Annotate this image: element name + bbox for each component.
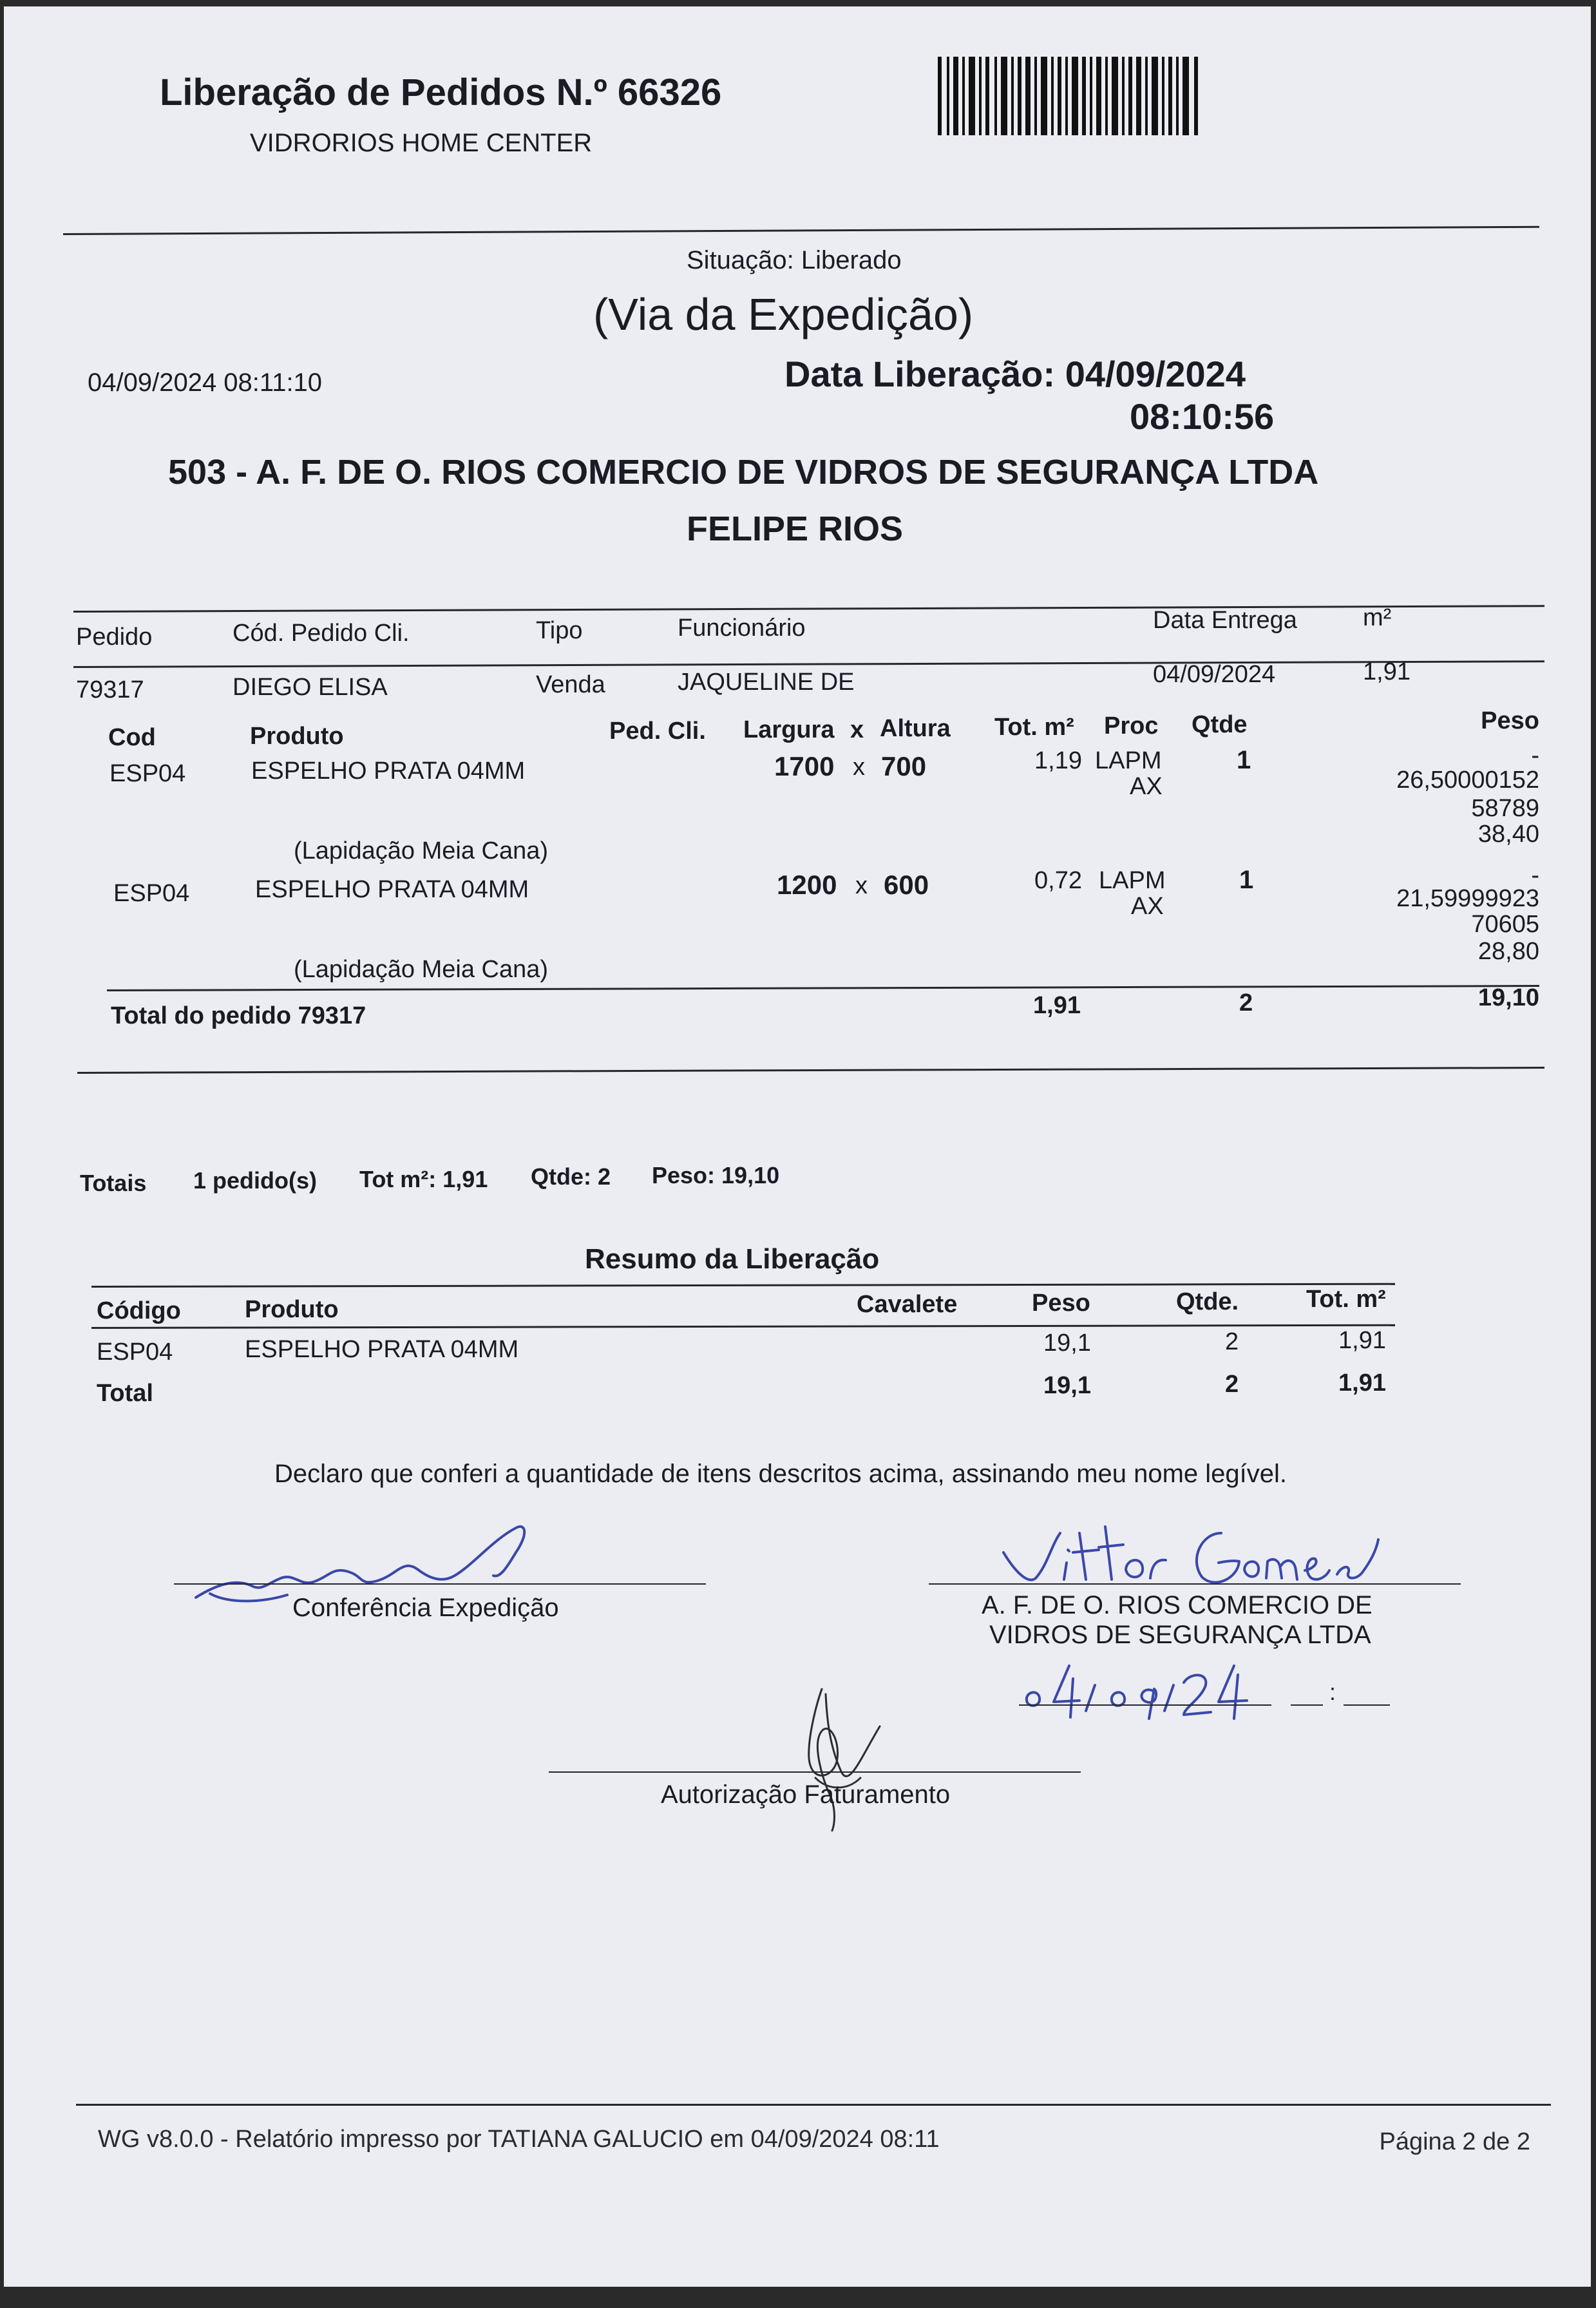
- order-total-label: Total do pedido 79317: [111, 1002, 366, 1029]
- summary-header-rule: [91, 1324, 1395, 1329]
- summary-title: Resumo da Liberação: [585, 1243, 880, 1275]
- autorizacao-label: Autorização Faturamento: [661, 1780, 951, 1809]
- header-divider: [63, 226, 1539, 235]
- summary-row-peso: 19,1: [1043, 1330, 1091, 1357]
- release-date: Data Liberação: 04/09/2024: [784, 354, 1246, 394]
- order-table-top-rule: [73, 605, 1544, 613]
- item-peso-dash: -: [1531, 742, 1539, 769]
- handwritten-date: [1015, 1646, 1298, 1724]
- company-sign-line2: VIDROS DE SEGURANÇA LTDA: [989, 1621, 1371, 1649]
- section-divider: [77, 1067, 1544, 1074]
- order-m2: 1,91: [1363, 658, 1411, 685]
- footer-print-info: WG v8.0.0 - Relatório impresso por TATIANA GALUCIO em 04/09/2024 08:11: [98, 2126, 940, 2153]
- order-total-peso: 19,10: [1477, 984, 1539, 1011]
- client-contact: FELIPE RIOS: [687, 510, 904, 548]
- footer-page-number: Página 2 de 2: [1379, 2128, 1530, 2155]
- items-col-proc: Proc: [1104, 712, 1159, 739]
- item-largura: 1700: [774, 751, 835, 781]
- items-col-cod: Cod: [108, 724, 156, 751]
- printed-datetime: 04/09/2024 08:11:10: [88, 368, 323, 397]
- col-funcionario: Funcionário: [678, 615, 806, 642]
- time-line-hours: [1291, 1704, 1323, 1706]
- order-total-m2: 1,91: [1033, 992, 1081, 1019]
- time-line-minutes: [1344, 1704, 1390, 1706]
- item-cod: ESP04: [109, 760, 186, 787]
- items-col-peso: Peso: [1481, 707, 1539, 734]
- items-col-x: x: [850, 716, 864, 743]
- summary-row-codigo: ESP04: [97, 1339, 173, 1366]
- items-col-qtde: Qtde: [1192, 711, 1248, 738]
- items-col-altura: Altura: [880, 715, 951, 742]
- totals-m2: Tot m²: 1,91: [359, 1166, 488, 1192]
- item-proc-2: AX: [1131, 893, 1164, 920]
- totals-pedidos: 1 pedido(s): [193, 1167, 318, 1194]
- item-tot-m2: 0,72: [1034, 867, 1082, 894]
- summary-total-tot-m2: 1,91: [1338, 1369, 1386, 1397]
- signature-line-conferencia: [174, 1583, 706, 1585]
- item-qtde: 1: [1237, 746, 1251, 774]
- item-peso-total: 38,40: [1477, 821, 1539, 848]
- totals-peso: Peso: 19,10: [652, 1162, 780, 1188]
- barcode: [938, 57, 1202, 135]
- company-sign-line1: A. F. DE O. RIOS COMERCIO DE: [982, 1591, 1373, 1619]
- document-page: [4, 6, 1591, 2287]
- signature-line-autorizacao: [549, 1771, 1081, 1773]
- signature-line-company: [929, 1583, 1461, 1585]
- items-col-produto: Produto: [250, 723, 344, 750]
- conferencia-label: Conferência Expedição: [292, 1594, 559, 1622]
- status-text: Situação: Liberado: [687, 246, 902, 274]
- document-title: Liberação de Pedidos N.º 66326: [160, 72, 722, 113]
- summary-col-produto: Produto: [245, 1296, 339, 1323]
- time-separator: :: [1329, 1679, 1336, 1705]
- order-delivery-date: 04/09/2024: [1153, 661, 1276, 688]
- item-altura: 600: [884, 870, 929, 900]
- item-qtde: 1: [1239, 866, 1254, 894]
- item-peso-cont: 70605: [1471, 911, 1539, 938]
- item-x: x: [853, 754, 865, 781]
- col-tipo: Tipo: [536, 617, 583, 644]
- signature-autorizacao: [790, 1681, 893, 1836]
- item-produto: ESPELHO PRATA 04MM: [251, 758, 526, 785]
- item-proc: LAPM: [1095, 747, 1162, 774]
- order-total-qtde: 2: [1239, 989, 1253, 1016]
- order-client-code: DIEGO ELISA: [233, 674, 388, 701]
- item-cod: ESP04: [113, 880, 190, 907]
- item-peso-cont: 58789: [1471, 795, 1539, 822]
- col-data-entrega: Data Entrega: [1153, 607, 1297, 634]
- summary-col-codigo: Código: [97, 1297, 181, 1324]
- item-tot-m2: 1,19: [1034, 747, 1082, 774]
- item-note: (Lapidação Meia Cana): [294, 837, 549, 864]
- item-peso: 21,59999923: [1396, 885, 1539, 912]
- summary-col-qtde: Qtde.: [1176, 1288, 1239, 1315]
- via-title: (Via da Expedição): [593, 289, 974, 339]
- company-name: VIDRORIOS HOME CENTER: [250, 129, 593, 157]
- items-col-largura: Largura: [743, 716, 835, 743]
- summary-col-tot-m2: Tot. m²: [1306, 1286, 1386, 1313]
- col-m2: m²: [1363, 604, 1392, 631]
- summary-col-cavalete: Cavalete: [857, 1291, 958, 1318]
- date-line: [1019, 1704, 1271, 1706]
- summary-row-qtde: 2: [1225, 1328, 1239, 1355]
- item-peso-dash: -: [1531, 862, 1539, 889]
- item-proc-2: AX: [1130, 773, 1163, 800]
- items-col-ped-cli: Ped. Cli.: [609, 718, 706, 745]
- totals-label: Totais: [80, 1170, 147, 1196]
- item-altura: 700: [881, 751, 927, 781]
- release-time: 08:10:56: [1130, 396, 1275, 437]
- order-table-header-rule: [73, 660, 1544, 668]
- item-peso: 26,50000152: [1396, 767, 1539, 794]
- items-col-tot-m2: Tot. m²: [994, 714, 1074, 741]
- summary-total-label: Total: [97, 1380, 153, 1407]
- client-name: 503 - A. F. DE O. RIOS COMERCIO DE VIDROS DE SEGURANÇA LTDA: [168, 453, 1319, 491]
- item-peso-total: 28,80: [1477, 938, 1539, 965]
- col-pedido: Pedido: [76, 624, 153, 651]
- order-number: 79317: [76, 676, 144, 703]
- order-employee: JAQUELINE DE: [678, 669, 855, 696]
- item-note: (Lapidação Meia Cana): [294, 956, 549, 983]
- summary-total-qtde: 2: [1225, 1371, 1239, 1398]
- summary-row-produto: ESPELHO PRATA 04MM: [245, 1336, 519, 1363]
- summary-top-rule: [91, 1283, 1395, 1288]
- summary-total-peso: 19,1: [1043, 1372, 1091, 1399]
- order-total-rule: [107, 985, 1539, 991]
- item-proc: LAPM: [1099, 867, 1166, 894]
- col-cod-pedido-cli: Cód. Pedido Cli.: [233, 620, 410, 647]
- declaration-text: Declaro que conferi a quantidade de itens descritos acima, assinando meu nome legível.: [274, 1460, 1287, 1488]
- summary-col-peso: Peso: [1032, 1290, 1090, 1317]
- totals-qtde: Qtde: 2: [531, 1163, 611, 1190]
- item-largura: 1200: [777, 870, 837, 900]
- item-produto: ESPELHO PRATA 04MM: [255, 876, 529, 903]
- footer-rule: [76, 2104, 1551, 2106]
- item-x: x: [855, 872, 868, 899]
- summary-row-tot-m2: 1,91: [1338, 1327, 1386, 1354]
- order-type: Venda: [536, 671, 605, 698]
